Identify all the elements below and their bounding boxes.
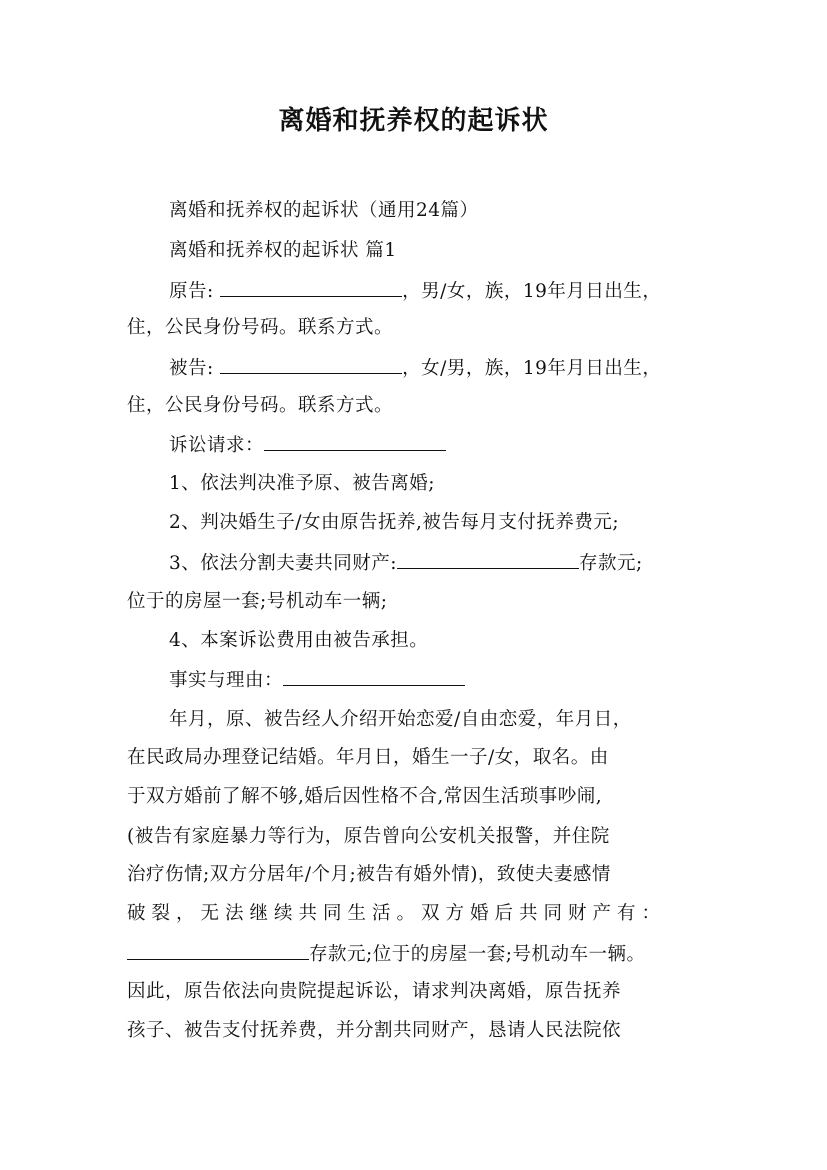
claim-4: 4、本案诉讼费用由被告承担。 [169,630,429,651]
claim-3-continuation: 位于的房屋一套;号机动车一辆; [127,591,388,612]
defendant-line [169,355,712,382]
claim-3-deposit: 存款元; [579,553,643,574]
facts-paragraph-line: 孩子、被告支付抚养费，并分割共同财产，恳请人民法院依 [127,1020,622,1041]
defendant-label: 被告: [169,358,214,379]
facts-paragraph-line: 因此，原告依法向贵院提起诉讼，请求判决离婚，原告抚养 [127,981,622,1002]
property-text: 存款元;位于的房屋一套;号机动车一辆。 [309,944,646,965]
facts-paragraph-line: 破裂，无法继续共同生活。双方婚后共同财产有： [127,903,667,924]
facts-paragraph-line: 治疗伤情;双方分居年/个月;被告有婚外情)，致使夫妻感情 [127,864,611,885]
plaintiff-details: ，男/女，族，19年月日出生， [402,281,662,302]
facts-paragraph-line: 年月，原、被告经人介绍开始恋爱/自由恋爱，年月日， [169,709,632,730]
claim-3-text: 3、依法分割夫妻共同财产: [169,553,398,574]
facts-blank [283,667,465,686]
claim-3 [169,550,712,577]
defendant-details: ，女/男，族，19年月日出生， [402,358,662,379]
document-title: 离婚和抚养权的起诉状 [278,106,549,136]
claims-label: 诉讼请求： [169,435,265,456]
claims-blank [264,432,446,451]
claim-3-blank [397,550,579,569]
plaintiff-label: 原告: [169,281,214,302]
facts-label: 事实与理由： [169,670,284,691]
plaintiff-continuation: 住，公民身份号码。联系方式。 [127,317,394,338]
claims-line [169,432,712,459]
facts-line [169,667,712,694]
claim-2: 2、判决婚生子/女由原告抚养,被告每月支付抚养费元; [169,512,620,533]
facts-paragraph-line: (被告有家庭暴力等行为，原告曾向公安机关报警，并住院 [127,826,610,847]
property-blank [127,941,309,960]
defendant-blank [220,355,402,374]
subtitle: 离婚和抚养权的起诉状（通用24篇） [169,200,479,221]
section-heading: 离婚和抚养权的起诉状 篇1 [169,240,397,261]
defendant-continuation: 住，公民身份号码。联系方式。 [127,395,394,416]
facts-paragraph-line: 于双方婚前了解不够,婚后因性格不合,常因生活琐事吵闹, [127,786,603,807]
plaintiff-blank [220,278,402,297]
facts-paragraph-line: 在民政局办理登记结婚。年月日，婚生一子/女，取名。由 [127,747,609,768]
facts-property-line [127,941,712,968]
claim-1: 1、依法判决准予原、被告离婚; [169,473,436,494]
plaintiff-line [169,278,712,305]
